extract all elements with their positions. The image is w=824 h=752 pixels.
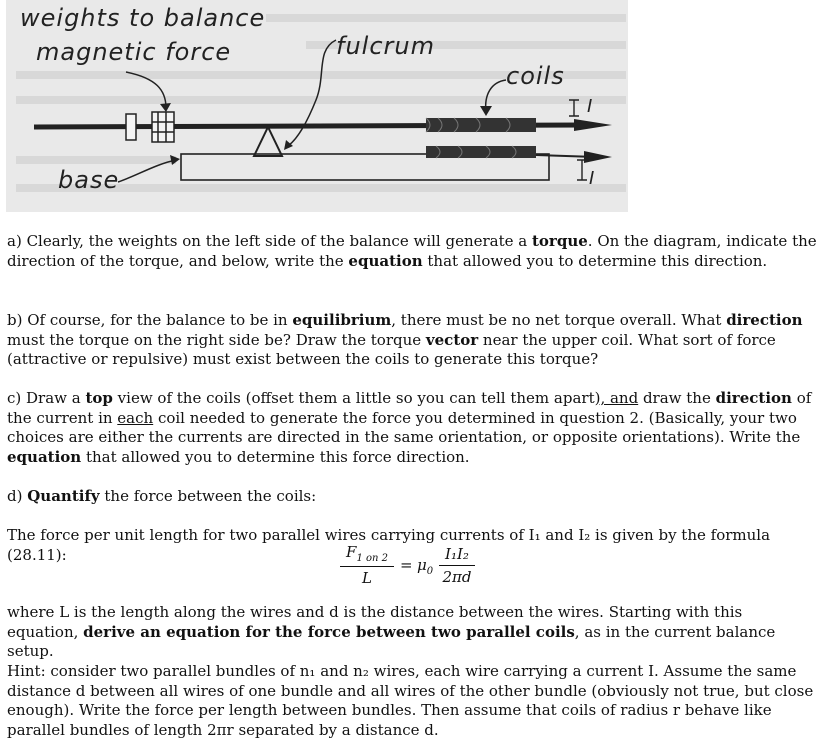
force-formula <box>340 543 480 587</box>
derive-paragraph: where L is the length along the wires and d is the distance between the wires. Starting with this equation, derive an equation for the force between two parallel coils, as in the current balance setup. <box>7 603 776 661</box>
formula-rhs: $\frac{\text{I₁I₂}}{2\pi d}$ <box>439 545 475 586</box>
fulcrum <box>254 127 282 156</box>
formula-mu: $\mu_0$ <box>417 556 434 577</box>
question-d: d) Quantify the force between the coils: <box>7 487 317 505</box>
label-weights-line1: weights to balance <box>20 4 266 32</box>
formula-intro: The force per unit length for two parallel wires carrying currents of I₁ and I₂ is given by the formula (28.11): <box>7 526 771 564</box>
beam-arrow <box>574 119 612 131</box>
hint-paragraph: Hint: consider two parallel bundles of n₁ and n₂ wires, each wire carrying a current I. Assume the same distance d between all wires of one bundle and all wires of the other bundle (obviously not true, but close enough). Write the force per length between bundles. Then assume that coils of radius r behave like parallel bundles of length 2πr separated by a distance d. <box>7 662 814 739</box>
label-current-top: I <box>587 96 594 117</box>
label-base: base <box>58 166 120 194</box>
formula-equals: = <box>400 556 413 574</box>
label-weights-line2: magnetic force <box>36 38 232 66</box>
balance-figure <box>6 0 628 212</box>
question-c: c) Draw a top view of the coils (offset them a little so you can tell them apart), and draw the direction of the current in each coil needed to generate the force you determined in question 2. (Basically, your two choices are either the currents are directed in the same orientation, or opposite orientations). Write the equation that allowed you to determine this force direction. <box>7 389 812 466</box>
label-fulcrum: fulcrum <box>336 32 435 60</box>
question-b: b) Of course, for the balance to be in equilibrium, there must be no net torque overall. What direction must the torque on the right side be? Draw the torque vector near the upper coil. What sort of force (attractive or repulsive) must exist between the coils to generate this torque? <box>7 311 803 369</box>
label-coils: coils <box>506 62 565 90</box>
current-arrow-bottom <box>584 151 612 163</box>
formula-lhs: $\frac{F_{1 on 2}}{L}$ <box>340 543 394 587</box>
label-current-bottom: I <box>589 168 596 189</box>
lower-coil <box>426 146 536 158</box>
question-a: a) Clearly, the weights on the left side of the balance will generate a torque. On the diagram, indicate the direction of the torque, and below, write the equation that allowed you to determine this direction. <box>7 232 817 270</box>
